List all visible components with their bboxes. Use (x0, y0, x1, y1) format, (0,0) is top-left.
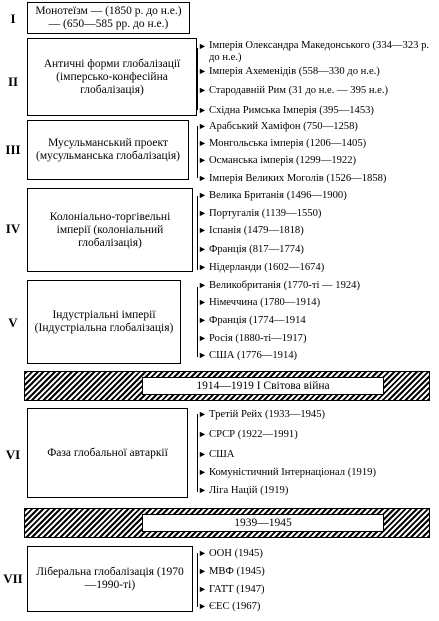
stage-1-roman: I (10, 11, 16, 26)
list-item-text: Османська імперія (1299—1922) (209, 155, 357, 166)
list-item (198, 172, 386, 185)
list-item-text: США (209, 449, 235, 460)
arrow-icon: ► (198, 41, 207, 51)
list-item-text: СРСР (1922—1991) (209, 429, 298, 440)
arrow-icon: ► (198, 485, 207, 495)
stage-4-box: Колоніально-торгівельні імперії (колоніальний глобалізація) (27, 188, 193, 272)
stage-1-box: Монотеїзм — (1850 р. до н.е.) — (650—585 рр. до н.е.) (27, 2, 190, 34)
list-item-text: Арабський Хаміфон (750—1258) (209, 121, 358, 132)
list-item (198, 332, 306, 345)
list-item (198, 565, 265, 578)
arrow-icon: ► (198, 548, 207, 558)
stage-3-connector (197, 126, 198, 178)
arrow-icon: ► (198, 190, 207, 200)
arrow-icon: ► (198, 297, 207, 307)
list-item-text: МВФ (1945) (209, 566, 265, 577)
list-item (198, 484, 288, 497)
list-item (198, 65, 380, 78)
arrow-icon: ► (198, 208, 207, 218)
arrow-icon: ► (198, 244, 207, 254)
list-item-text: Імперія Олександра Македонського (334—323 р. до н.е.) (209, 40, 430, 63)
list-item-text: Росія (1880-ті—1917) (209, 333, 307, 344)
list-item (198, 104, 374, 117)
arrow-icon: ► (198, 449, 207, 459)
list-item-text: ЄЕС (1967) (209, 601, 261, 612)
list-item-text: Велика Британія (1496—1900) (209, 190, 347, 201)
list-item (198, 137, 366, 150)
arrow-icon: ► (198, 262, 207, 272)
list-item (198, 349, 297, 362)
arrow-icon: ► (198, 121, 207, 131)
list-item-text: Монгольська імперія (1206—1405) (209, 138, 367, 149)
list-item-text: Імперія Ахеменідів (558—330 до н.е.) (209, 66, 380, 77)
list-item (198, 261, 324, 274)
list-item-text: Франція (1774—1914 (209, 315, 306, 326)
list-item (198, 448, 234, 461)
stage-5-box: Індустріальні імперії (Індустріальна глобалізація) (27, 280, 181, 364)
arrow-icon: ► (198, 409, 207, 419)
stage-2-roman: II (7, 74, 19, 89)
stage-4-roman: IV (5, 221, 21, 236)
list-item-text: Комуністичний Інтернаціонал (1919) (209, 467, 376, 478)
list-item-text: Ліга Націй (1919) (209, 485, 289, 496)
stage-2-box: Античні форми глобалізації (імперсько-конфесійна глобалізація) (27, 38, 197, 116)
arrow-icon: ► (198, 584, 207, 594)
arrow-icon: ► (198, 333, 207, 343)
stage-7-roman: VII (3, 571, 23, 586)
list-item (198, 428, 298, 441)
arrow-icon: ► (198, 467, 207, 477)
list-item-text: Імперія Великих Моголів (1526—1858) (209, 173, 387, 184)
list-item-text: Великобританія (1770-ті — 1924) (209, 280, 361, 291)
list-item-text: Східна Римська Імперія (395—1453) (209, 105, 374, 116)
list-item (198, 600, 260, 613)
stage-7-box: Ліберальна глобалізація (1970—1990-ті) (27, 546, 193, 612)
list-item (198, 154, 356, 167)
separator-ww1-label: 1914—1919 І Світова війна (142, 377, 384, 395)
arrow-icon: ► (198, 429, 207, 439)
arrow-icon: ► (198, 105, 207, 115)
list-item-text: Німеччина (1780—1914) (209, 297, 321, 308)
arrow-icon: ► (198, 315, 207, 325)
list-item (198, 296, 320, 309)
stage-6-box: Фаза глобальної автаркії (27, 408, 188, 498)
list-item-text: Португалія (1139—1550) (209, 208, 322, 219)
list-item-text: ООН (1945) (209, 548, 263, 559)
list-item (198, 189, 347, 202)
list-item-text: Стародавній Рим (31 до н.е. — 395 н.е.) (209, 85, 389, 96)
list-item (198, 547, 263, 560)
list-item (198, 583, 265, 596)
stage-7-connector (197, 553, 198, 607)
list-item-text: США (1776—1914) (209, 350, 298, 361)
list-item (198, 207, 321, 220)
stage-3-box: Мусульманський проект (мусульманська глобалізація) (27, 120, 189, 180)
arrow-icon: ► (198, 85, 207, 95)
list-item-text: Нідерланди (1602—1674) (209, 262, 325, 273)
list-item (198, 466, 376, 479)
list-item (198, 408, 325, 421)
arrow-icon: ► (198, 225, 207, 235)
list-item (198, 314, 306, 327)
stage-6-roman: VI (5, 447, 21, 462)
arrow-icon: ► (198, 350, 207, 360)
arrow-icon: ► (198, 66, 207, 76)
arrow-icon: ► (198, 138, 207, 148)
arrow-icon: ► (198, 155, 207, 165)
list-item-text: Іспанія (1479—1818) (209, 225, 304, 236)
arrow-icon: ► (198, 173, 207, 183)
arrow-icon: ► (198, 280, 207, 290)
stage-5-roman: V (8, 315, 18, 330)
list-item (198, 224, 304, 237)
arrow-icon: ► (198, 601, 207, 611)
separator-ww2-label: 1939—1945 (142, 514, 384, 532)
list-item (198, 40, 434, 64)
list-item-text: Третій Рейх (1933—1945) (209, 409, 326, 420)
stage-3-roman: III (5, 142, 21, 157)
list-item (198, 120, 358, 133)
list-item (198, 279, 360, 292)
arrow-icon: ► (198, 566, 207, 576)
list-item (198, 243, 304, 256)
list-item-text: ГАТТ (1947) (209, 584, 265, 595)
list-item-text: Франція (817—1774) (209, 244, 304, 255)
list-item (198, 84, 388, 97)
